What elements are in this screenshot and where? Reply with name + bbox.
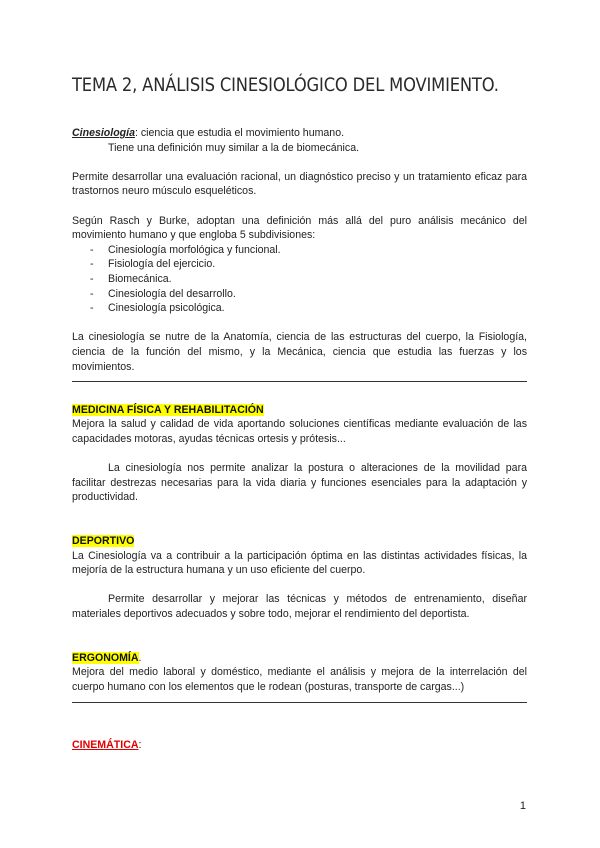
list-item: - Cinesiología psicológica. — [90, 301, 527, 316]
deportivo-p1: La Cinesiología va a contribuir a la participación óptima en las distintas actividades físicas, la mejoría de la estructura humana y un uso eficiente del cuerpo. — [72, 549, 527, 577]
divider — [72, 702, 527, 703]
heading-ergonomia: ERGONOMÍA — [72, 651, 139, 664]
heading-colon: : — [138, 738, 142, 751]
page-number: 1 — [519, 800, 526, 812]
subdivisions-list — [72, 243, 527, 316]
heading-medicina: MEDICINA FÍSICA Y REHABILITACIÓN — [72, 403, 264, 416]
rasch-paragraph: Según Rasch y Burke, adoptan una definición más allá del puro análisis mecánico del movimiento humano y que engloba 5 subdivisiones: — [72, 214, 527, 242]
nourish-paragraph: La cinesiología se nutre de la Anatomía, ciencia de las estructuras del cuerpo, la Fisiología, ciencia de la función del mismo, y la Mecánica, ciencia que estudia las fuerzas y los movimientos. — [72, 331, 527, 373]
deportivo-p2: Permite desarrollar y mejorar las técnicas y métodos de entrenamiento, diseñar materiales deportivos adecuados y sobre todo, mejorar el rendimiento del deportista. — [72, 593, 527, 620]
document-body — [72, 126, 527, 752]
heading-dot: . — [138, 651, 142, 664]
list-item: - Cinesiología del desarrollo. — [90, 287, 527, 302]
section-heading-medicina — [72, 403, 527, 418]
section-heading-cinematica — [72, 738, 527, 753]
similar-text: Tiene una definición muy similar a la de biomecánica. — [108, 141, 360, 154]
medicina-p2: La cinesiología nos permite analizar la postura o alteraciones de la movilidad para facilitar destrezas necesarias para la vida diaria y funciones esenciales para la adaptación y productividad. — [72, 462, 527, 504]
section-heading-ergonomia — [72, 651, 527, 666]
heading-deportivo: DEPORTIVO — [72, 535, 135, 548]
term-cinesiologia: Cinesiología — [72, 127, 135, 139]
medicina-p1: Mejora la salud y calidad de vida aportando soluciones científicas mediante evaluación de las capacidades motoras, ayudas técnicas ortesis y prótesis... — [72, 418, 527, 445]
list-item: - Fisiología del ejercicio. — [90, 257, 527, 272]
section-heading-deportivo — [72, 534, 527, 549]
divider — [72, 381, 527, 382]
list-item: - Cinesiología morfológica y funcional. — [90, 243, 527, 258]
ergonomia-p1: Mejora del medio laboral y doméstico, mediante el análisis y mejora de la interrelación del cuerpo humano con los elementos que le rodean (posturas, transporte de cargas...) — [72, 666, 527, 693]
definition-text: : ciencia que estudia el movimiento humano. — [134, 127, 345, 139]
list-item: - Biomecánica. — [90, 272, 527, 287]
definition-line — [72, 126, 527, 141]
page-title: TEMA 2, ANÁLISIS CINESIOLÓGICO DEL MOVIMIENTO. — [72, 74, 499, 96]
allows-paragraph: Permite desarrollar una evaluación racional, un diagnóstico preciso y un tratamiento eficaz para trastornos neuro músculo esqueléticos. — [72, 170, 527, 198]
heading-cinematica: CINEMÁTICA — [72, 738, 139, 751]
